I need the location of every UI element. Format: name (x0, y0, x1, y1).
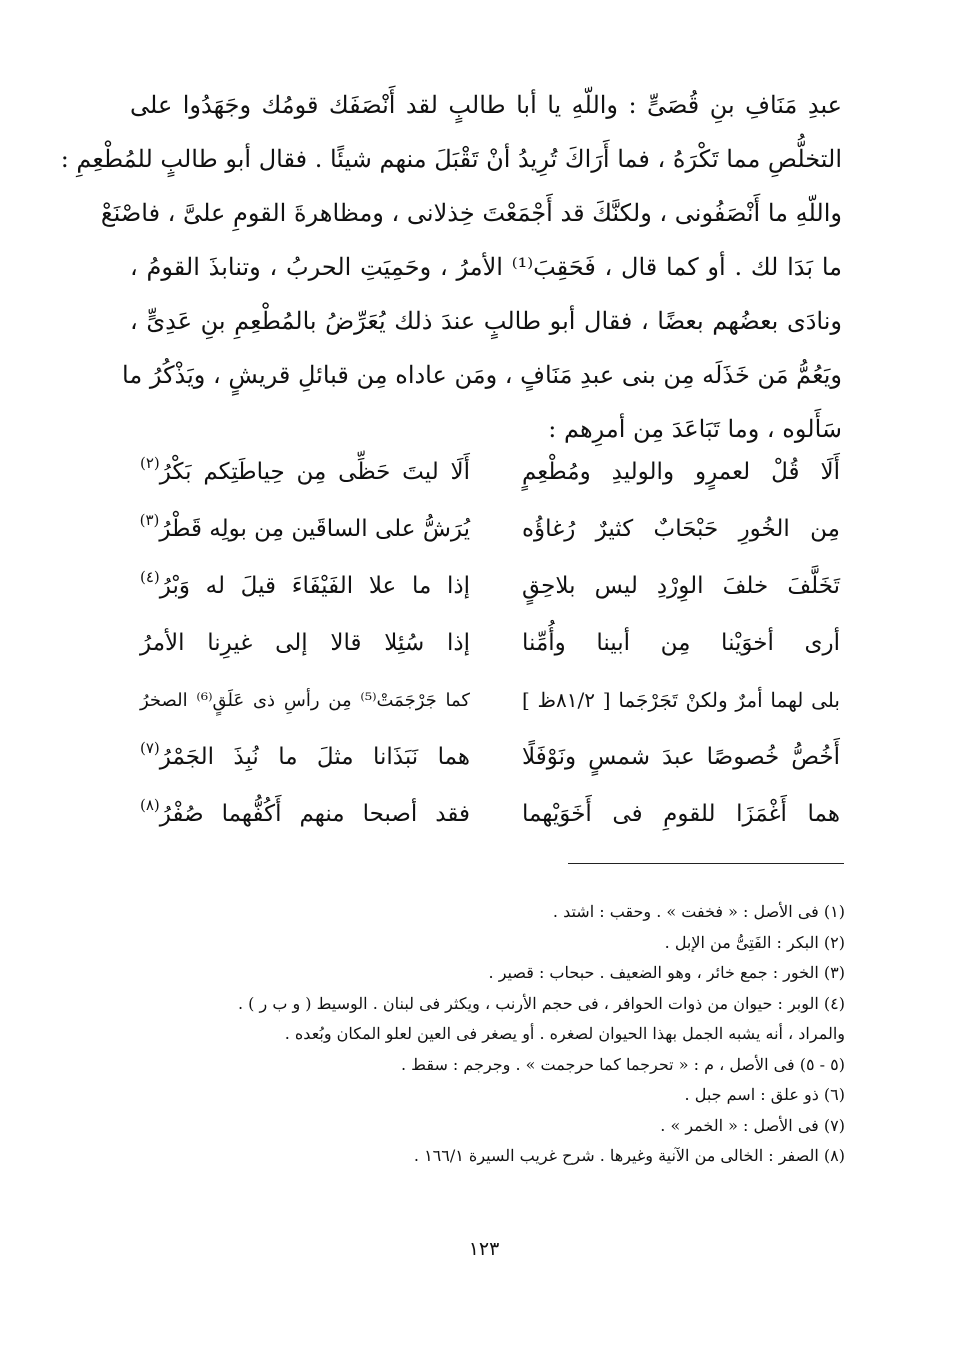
footnote-marker: (٧) (140, 739, 160, 757)
verse-second-hemistich: يُرَشُّ على الساقَين مِن بولِه قَطْرُ (159, 516, 470, 542)
verse-line (140, 444, 840, 501)
footnote: (١) فى الأصل : « فخفت » . وحقب : اشتد . (552, 902, 845, 921)
verse-second-hemistich-wrap (140, 501, 470, 558)
prose-paragraph (60, 78, 843, 456)
footnote: (٤) الوبر : حيوان من ذوات الحوافر ، فى حجم الأرنب ، ويكثر فى لبنان . الوسيط ( و ب ر ) . (238, 993, 845, 1013)
verse-second-hemistich-wrap (140, 786, 470, 843)
verse-first-hemistich: أَلَا قُلْ لعمرٍو والوليدِ ومُطْعِمٍ (522, 459, 840, 485)
footnote-marker: (٤) (140, 568, 160, 586)
footnote: (٢) البكر : الفَتِىُّ من الإبل . (664, 932, 845, 952)
verse-second-hemistich: هما نَبَذَانا مثلَ ما نُبِذَ الجَمْرُ (159, 744, 470, 770)
footnote-marker: (٣) (139, 511, 160, 529)
footnote: (٧) فى الأصل : « الخمر » . (660, 1115, 845, 1135)
verse-second-hemistich-wrap (140, 615, 470, 672)
prose-line: ما بَدَا لك . أو كما قال ، فَحَقِبَ⁽¹⁾ الأمرُ ، وحَمِيَتِ الحربُ ، وتنابذَ القومُ ، (130, 253, 843, 281)
verse-line (140, 558, 840, 615)
prose-line: واللّهِ ما أَنْصَفُونى ، ولكنَّكَ قد أَجْمَعْتَ خِذلانى ، ومظاهرةَ القومِ علىَّ ، فاصْنَعْ (100, 199, 842, 227)
footnote: (٥ - ٥) فى الأصل ، م : « تحرجما كما حرجمت » . وجرجم : سقط . (400, 1054, 845, 1074)
verse-second-hemistich: فقد أصبحا منهم أَكُفُّهما صُفْرُ (159, 801, 470, 827)
footnote: (٦) ذو علق : اسم جبل . (684, 1085, 845, 1104)
footnote-marker: (٢) (140, 454, 160, 472)
verse-first-hemistich: هما أَغْمَزَا للقومِ فى أَخَوَيْهما (522, 801, 840, 827)
verse-line (140, 786, 840, 843)
prose-line: سَأَلوه ، وما تَبَاعَدَ مِن أمرِهم : (548, 415, 842, 443)
poem (140, 444, 840, 843)
verse-first-hemistich: أَخُصُّ خُصوصًا عبدَ شمسٍ ونَوْفَلًا (522, 744, 840, 770)
verse-line (140, 615, 840, 672)
verse-second-hemistich-wrap (140, 729, 470, 786)
prose-line: عبدِ مَنَافِ بنِ قُصَىٍّ : واللّهِ يا أبا طالبٍ لقد أَنْصَفَك قومُك وجَهَدُوا على (130, 91, 842, 119)
page-number: ١٢٣ (468, 1238, 500, 1260)
verse-second-hemistich: أَلَا ليتَ حَظِّى مِن حِياطَتِكم بَكْرُ (159, 459, 470, 485)
verse-second-hemistich-wrap (140, 672, 470, 729)
verse-first-hemistich: بلى لهما أمرٌ ولكنْ تَجَرْجَما [ ٨١/٢ظ ] (522, 688, 840, 712)
verse-first-hemistich: مِن الخُورِ حَبْحَابٌ كثيرٌ رُغاؤُه (522, 516, 840, 542)
footnote-separator (568, 863, 844, 864)
verse-second-hemistich-wrap (140, 444, 470, 501)
verse-second-hemistich-wrap (140, 558, 470, 615)
verse-second-hemistich: كما جَرْجَمَتْ⁽⁵⁾ مِن رأسِ ذى عَلَقٍ⁽⁶⁾ الصخرُ (140, 690, 470, 711)
footnotes (150, 897, 845, 1172)
verse-first-hemistich: أرى أخوَيْنا مِن أبينا وأُمِّنا (522, 630, 840, 656)
verse-first-hemistich: تَخَلَّفَ خلفَ الوِرْدِ ليس بلاحِقٍ (522, 573, 840, 599)
verse-line (140, 729, 840, 786)
footnote: (٣) الخور : جمع خائر ، وهو الضعيف . حبحاب : قصير . (488, 963, 845, 982)
verse-line (140, 672, 840, 729)
prose-line: ونادَى بعضُهم بعضًا ، فقال أبو طالبٍ عندَ ذلك يُعَرِّضُ بالمُطْعِمِ بنِ عَدِىٍّ ، (130, 307, 842, 335)
footnote: (٨) الصفر : الخالى من الآنية وغيرها . شرح غريب السيرة ١٦٦/١ . (413, 1146, 845, 1165)
prose-line: التخلُّصِ مما تَكْرَهُ ، فما أَرَاكَ تُرِيدُ أنْ تَقْبَلَ منهم شيئًا . فقال أبو طالبٍ للمُطْعِمِ : (60, 145, 842, 173)
verse-second-hemistich: إذا سُئِلا قالا إلى غيرِنا الأمرُ (140, 630, 470, 656)
verse-second-hemistich: إذا ما علا الفَيْفَاءَ قيلَ له وَبْرُ (159, 573, 470, 599)
prose-line: ويَعُمُّ مَن خَذَلَه مِن بنى عبدِ مَنَافٍ ، ومَن عاداه مِن قبائلِ قريشٍ ، ويَذْكُرُ ما (122, 361, 842, 389)
verse-line (140, 501, 840, 558)
footnote-continuation: والمراد ، أنه يشبه الجمل بهذا الحيوان لصغره . أو يصغر فى العين لعلو المكان وبُعده . (284, 1024, 845, 1043)
footnote-marker: (٨) (140, 796, 160, 814)
